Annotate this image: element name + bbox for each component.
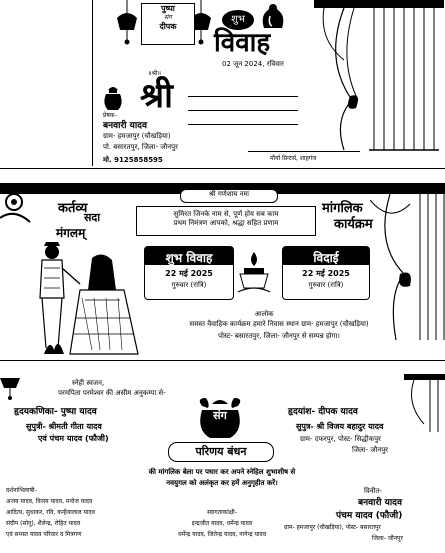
shubh-badge: शुभ bbox=[222, 10, 254, 30]
vineet-name: पंचम यादव (फौजी) bbox=[336, 511, 403, 521]
event-date: 22 मई 2025 bbox=[302, 269, 350, 278]
karyakram-title: कार्यक्रम bbox=[334, 217, 373, 232]
address-line bbox=[188, 110, 298, 111]
invite-line: की मांगलिक बेला पर पधार कर अपने स्नेहिल शुभाशीष से bbox=[148, 468, 296, 476]
havan-kund-icon bbox=[234, 248, 274, 298]
event-day: गुरुवार (रात्रि) bbox=[308, 281, 344, 289]
hanging-lamp-icon bbox=[112, 0, 142, 50]
mantra-line: सुमिरत जिनके नाम से, पूर्ण होय सब काम bbox=[173, 210, 279, 218]
ganesh-icon bbox=[258, 2, 288, 30]
greeting-line: परमपिता परमेश्वर की असीम अनुकम्पा से- bbox=[58, 389, 166, 397]
sang-word: संग bbox=[164, 14, 172, 21]
greeting: स्नेही स्वजन, bbox=[72, 379, 105, 387]
event-day: गुरुवार (रात्रि) bbox=[171, 281, 207, 289]
sang-text: संग bbox=[213, 409, 227, 422]
venue-label: आलोक bbox=[254, 310, 274, 318]
vineet-address: जिला- जौनपुर bbox=[372, 535, 403, 542]
vineet-address: ग्राम- हमजापुर (चौखड़िया), पोस्ट- बसारतपुर bbox=[284, 524, 381, 531]
mantra-box bbox=[136, 206, 316, 236]
sender-address: ग्राम- हमजापुर (चौखड़िया) bbox=[103, 132, 171, 140]
bride-parent: सुपुत्री- श्रीमती गीता यादव bbox=[26, 422, 102, 431]
invite-line: नवयुगल को अलंकृत कर हमें अनुगृहीत करें। bbox=[166, 479, 278, 487]
sender-address: पो. बसारतपुर, जिला- जौनपुर bbox=[103, 143, 178, 151]
address-line bbox=[188, 96, 298, 97]
vineet-label: विनीत- bbox=[364, 487, 382, 495]
event-title: शुभ विवाह bbox=[165, 251, 213, 265]
mantra-line: प्रथम निमंत्रण आपको, श्रद्धा सहित प्रणाम bbox=[173, 219, 279, 227]
groom-title: हृदयांश- दीपक यादव bbox=[288, 407, 358, 417]
sender-name: बनवारी यादव bbox=[103, 121, 147, 131]
curtain-decoration-icon bbox=[314, 0, 444, 155]
darshan-line: आदित्य, सुधाकर, रवि, कन्हैयालाल यादव bbox=[6, 509, 96, 516]
shree-calligraphy: श्री bbox=[140, 76, 173, 116]
event-box-vidai bbox=[282, 246, 370, 300]
wedding-couple-illustration-icon bbox=[30, 238, 140, 358]
swagat-label: स्वागताकांक्षी- bbox=[207, 509, 237, 516]
couple-name-box bbox=[141, 3, 195, 45]
vineet-name: बनवारी यादव bbox=[358, 498, 402, 508]
event-box-wedding bbox=[144, 246, 234, 300]
groom-first-name: दीपक bbox=[159, 22, 177, 31]
groom-parent: सुपुत्र- श्री विजय बहादुर यादव bbox=[296, 422, 384, 431]
parinay-bandhan-text: परिणय बंधन bbox=[195, 445, 247, 458]
bride-first-name: पुष्पा bbox=[161, 4, 175, 13]
shree-prefix: ॥श्री॥ bbox=[148, 70, 161, 77]
invitation-body-card bbox=[0, 374, 445, 553]
invocation-banner bbox=[180, 189, 278, 203]
programme-card bbox=[0, 183, 445, 361]
floral-corner-icon bbox=[0, 188, 40, 228]
groom-address: ग्राम- दफरपुर, पोस्ट- सिद्धीकपुर bbox=[300, 435, 381, 443]
printer-divider bbox=[248, 151, 360, 152]
bride-parent: एवं पंचम यादव (फौजी) bbox=[38, 434, 109, 443]
bride-title: हृदयकणिका- पुष्पा यादव bbox=[14, 407, 97, 417]
venue-line: समस्त वैवाहिक कार्यक्रम हमारे निवास स्थान ग्राम- हमजापुर (चौखड़िया) bbox=[189, 320, 369, 328]
darshan-line: एवं समस्त यादव परिवार व मित्रगण bbox=[6, 531, 82, 538]
darshan-line: अजय यादव, विजय यादव, मनोज यादव bbox=[6, 498, 93, 505]
vivah-title: विवाह bbox=[214, 28, 271, 58]
groom-address: जिला- जौनपुर bbox=[352, 446, 389, 454]
darshan-line: संदीप (सोनू), शैलेन्द्र, रोहित यादव bbox=[6, 520, 81, 527]
kalash-icon bbox=[102, 84, 124, 112]
hanging-lamp-icon bbox=[0, 374, 20, 402]
venue-line: पोस्ट- बसारतपुर, जिला- जौनपुर से सम्पन्न होगा। bbox=[218, 332, 340, 340]
wedding-date: 02 जून 2024, रविवार bbox=[222, 60, 284, 68]
kartavyam-text: कर्तव्य bbox=[58, 201, 88, 216]
sada-text: सदा bbox=[84, 211, 101, 224]
event-title: विदाई bbox=[313, 251, 339, 265]
mangalik-title: मांगलिक bbox=[322, 201, 363, 216]
invocation-text: श्री गणेशाय नमः bbox=[208, 190, 250, 198]
printer-name: मौर्या प्रिन्टर्स, शाहगंज bbox=[270, 155, 317, 162]
swagat-line: धर्मेन्द्र यादव, जितेन्द्र यादव, नागेन्द्र यादव bbox=[177, 531, 267, 538]
mangalam-text: मंगलम् bbox=[56, 226, 86, 240]
event-date: 22 मई 2025 bbox=[165, 269, 213, 278]
sender-label: प्रेषक- bbox=[103, 112, 117, 119]
envelope-card bbox=[0, 0, 445, 169]
swagat-line: इन्द्रजीत यादव, धर्मेन्द्र यादव bbox=[191, 520, 253, 527]
curtain-decoration-icon bbox=[404, 374, 445, 434]
address-line bbox=[188, 124, 298, 125]
sender-phone: मो. 9125858595 bbox=[103, 156, 163, 164]
darshan-label: दर्शनाभिलाषी- bbox=[6, 487, 37, 494]
parinay-bandhan-badge bbox=[168, 442, 274, 462]
